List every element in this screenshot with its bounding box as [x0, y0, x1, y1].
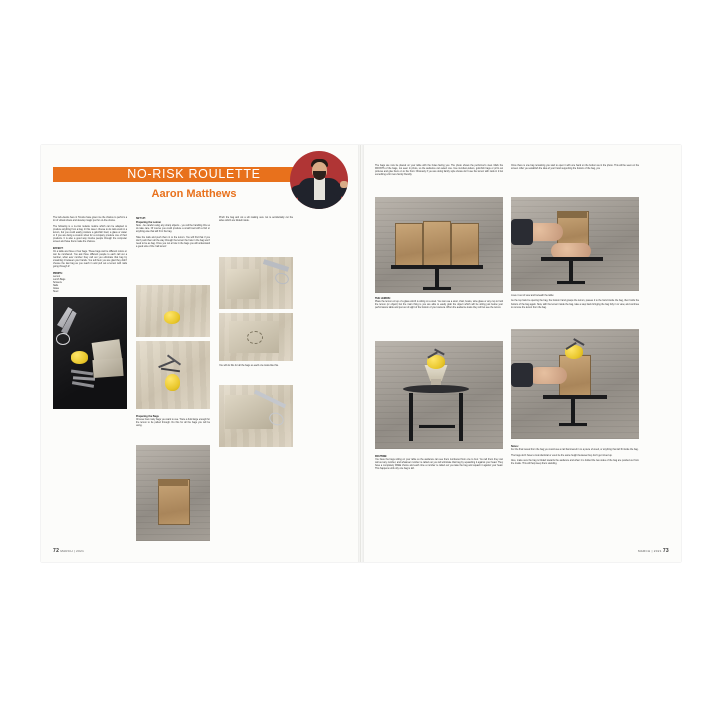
nails-in-lemon	[427, 349, 445, 357]
photo-lemon-on-cloth	[136, 285, 210, 337]
nail-3	[72, 381, 94, 388]
right-col2-text-2	[511, 295, 639, 312]
nails-revealed	[565, 339, 585, 348]
props-item-2: Scissors	[53, 281, 62, 284]
lemon-body: Place the lemon on top of a glass winch is sitting on a stool. You can use a stool, chair, books, wine glass or any cup to hold the lemon (or object) but the main thing is you are able to easily grab the object which will be sitting just below your performance table and just out of sight of the bottom of your camera. When the audience looks they will not see the lemon.	[375, 301, 503, 310]
photo-props-laid-out	[53, 297, 127, 409]
right-col1-text-3	[375, 455, 503, 474]
prep-lemon-heading: Preparing the Lemon	[136, 221, 162, 225]
right-page	[361, 145, 681, 562]
sleeve-2	[511, 363, 533, 387]
lemon-on-cloth	[164, 311, 180, 324]
table-base-3	[559, 423, 587, 426]
traced-hole-outline	[247, 331, 263, 344]
magazine-spread	[41, 145, 681, 562]
stool-rail	[419, 425, 455, 428]
photo-lemon-revealed-from-bag	[511, 329, 639, 439]
top-hand-body: As the top hand is opening the bag, the bottom hand grasps the lemon, passes it to the hand inside the bag, then holds the bottom of the bag again. Now, with the lemon inside the bag, take a step back bringing the bag fully in to view, and continue to remove the lemon from the bag.	[511, 300, 639, 309]
table-stem-2	[569, 261, 573, 283]
right-col1-text-2	[375, 297, 503, 313]
photo-four-bags-on-stand	[375, 197, 503, 293]
bag-flat	[227, 269, 259, 299]
left-folio	[53, 548, 84, 554]
left-col3-text-2	[219, 365, 293, 370]
props-item-0: Lemon	[53, 275, 61, 278]
all-bags-caption: You will do this for all the bags so each one looks like this.	[219, 365, 279, 367]
lemon-prop	[71, 351, 88, 364]
left-col2-text-2	[136, 415, 210, 431]
bags-placed-body: The bags are now be placed on your table with the holes facing you. The photo shows the performer's view. Mark the FRONTS of the bags, not seen in photo, so the audience can select one. Use numbers,letters, gold-fish bags or print out pictures and glue them on to the front. Obviously if you are doing family style shows don't use the lemon with nails in it but something a bit more family friendly.	[375, 165, 503, 177]
table-stem	[435, 269, 439, 289]
sleeve	[511, 219, 533, 245]
bag-1	[395, 223, 423, 267]
right-col2-text-3	[511, 445, 639, 469]
bag-being-cut	[225, 395, 273, 429]
props-item-1: Lunch Bags	[53, 278, 66, 281]
notes-body-1: For the final reveal from the bag you could use a nail hammered in to a piece of wood, or anything that will fit inside the bag.	[511, 449, 639, 452]
one-bag-body: Once there is one bag remaining you start to open it with one hand on the bottom as in the photo. This will be seen on the screen. After you establish the idea of your hand supporting the bottom of the bag, you	[511, 165, 639, 171]
portrait-shirt	[314, 178, 325, 200]
lemon-with-nails	[165, 374, 180, 391]
prep-bags-body: Choose how many bags you want to use. Trace a hold large enough for the lemon to be pulled through. Do this for all the bags you will be using.	[136, 419, 210, 428]
routine-body: You have the bags sitting on your table so the audience can see them numbered from one to four. You tell them they can call out any number, and whatever number is called out you will eliminate that bag by squashing it against your head. They have a completely FREE choice and each time a number is called out you take the bag and squash it against your head. This happens until only one bag is left.	[375, 459, 503, 471]
effect-heading: EFFECT:	[53, 246, 64, 250]
prep-bags-heading: Preparing the Bags	[136, 415, 159, 418]
effect-body: On a table are three or four bags. These bags can be different colors or can be numbered. You ask three different people to each call out a number, what ever number they call out you eliminate that bag by smashing it between your hands. You tell them you are glad they didn't choose the last bag as you reach in and pull out a lemon with nails going through it!	[53, 250, 127, 269]
lemon-heading: THE LEMON:	[375, 297, 391, 300]
photo-lemon-with-nails	[136, 341, 210, 409]
author-portrait	[290, 151, 348, 209]
right-page-number: 73	[662, 548, 669, 554]
bag-open-mouth	[557, 211, 587, 218]
props-heading: PROPS:	[53, 271, 63, 275]
table-top-3	[543, 395, 607, 399]
prep-lemon-body: Note - be careful using any sharp objects - you will be handling this so do take care. Of course you could produce a small bowl with a fish or anything else that will fit in the bag.	[136, 225, 210, 234]
right-folio-label: MARCH | 2021	[637, 549, 662, 553]
stool-leg-2	[459, 393, 463, 441]
bag-top-edge	[158, 479, 188, 486]
right-col2-text	[511, 165, 639, 174]
right-col1-text	[375, 165, 503, 180]
table-base	[423, 287, 451, 290]
left-col1-text	[53, 217, 127, 294]
author-name: Aaron Matthews	[151, 188, 237, 200]
photo-hand-opening-bag	[511, 197, 639, 291]
left-folio-label: MARCH | 2021	[60, 549, 85, 553]
left-page	[41, 145, 361, 562]
paper-bag-prop-2	[92, 358, 123, 378]
left-col3-text	[219, 217, 293, 226]
scissors-handle	[56, 333, 70, 345]
notes-body-3: Also, make sure the bag is folded towards the audience and when it is folded the two sides of the bag are pushed out from the inside. This will help keep them standing.	[511, 460, 639, 466]
stool-top	[403, 385, 469, 393]
portrait-hand	[340, 181, 348, 188]
routine-heading: ROUTINE:	[375, 455, 388, 458]
notes-heading: Notes:	[511, 445, 519, 448]
props-item-4: Glass	[53, 288, 59, 291]
table-base-2	[557, 281, 585, 284]
table-stem-3	[571, 399, 575, 425]
cut-slit-caption: Pinch the bag and cut a slit making sure not to accidentally cut the sides which are folded inside.	[219, 217, 293, 223]
photo-bag-on-cloth-scissors	[219, 257, 293, 309]
hand-holding-bag	[529, 367, 567, 384]
page-title: NO-RISK ROULETTE	[127, 167, 261, 181]
props-item-3: Nails	[53, 284, 59, 287]
photo-lemon-on-glass-stool	[375, 341, 503, 449]
nail-1	[71, 369, 93, 375]
intro-paragraph-1: The lock-downs here in Toronto have given me the chance to perform a lot of virtual shows and develop magic just for on-line shows.	[53, 217, 127, 223]
bag-3	[451, 223, 479, 267]
left-page-number: 72	[53, 548, 60, 554]
bag-2	[423, 221, 451, 267]
setup-heading: SET UP:	[136, 217, 146, 220]
props-item-5: Stool	[53, 291, 59, 294]
photo-bag-traced-hole	[219, 313, 293, 361]
intro-paragraph-2: The following is a no-risk roulette routine which can be adapted to produce anything from a bag. In this case I choose to do nails stuck in a lemon, but you could easily produce a gold-fish bowl, a glass or water or if you are doing a custom show for a company produce one of their products. It is also a good way involve people through the computer screen and have them make the choices.	[53, 225, 127, 244]
photo-cutting-bag	[219, 385, 293, 447]
move-out-caption: move it out of view and beneath the table:	[511, 295, 555, 297]
nail-2	[73, 376, 95, 381]
stool-leg-1	[409, 393, 413, 441]
photo-bag-standing	[136, 445, 210, 541]
notes-body-2: The bags don't have to look identical or even be the same height because they don't get mixed up.	[511, 454, 613, 457]
left-col2-text	[136, 217, 210, 252]
nail-b	[161, 368, 180, 373]
right-folio	[638, 548, 669, 554]
nails-body: Take the nails and push them in to the lemon. You will find that if you don't push them all the way through the lemon the hole in the bag won't need to be as bag. Once you cut a hole in the bags you will understand a good size of the 'nail lemon'.	[136, 236, 210, 249]
